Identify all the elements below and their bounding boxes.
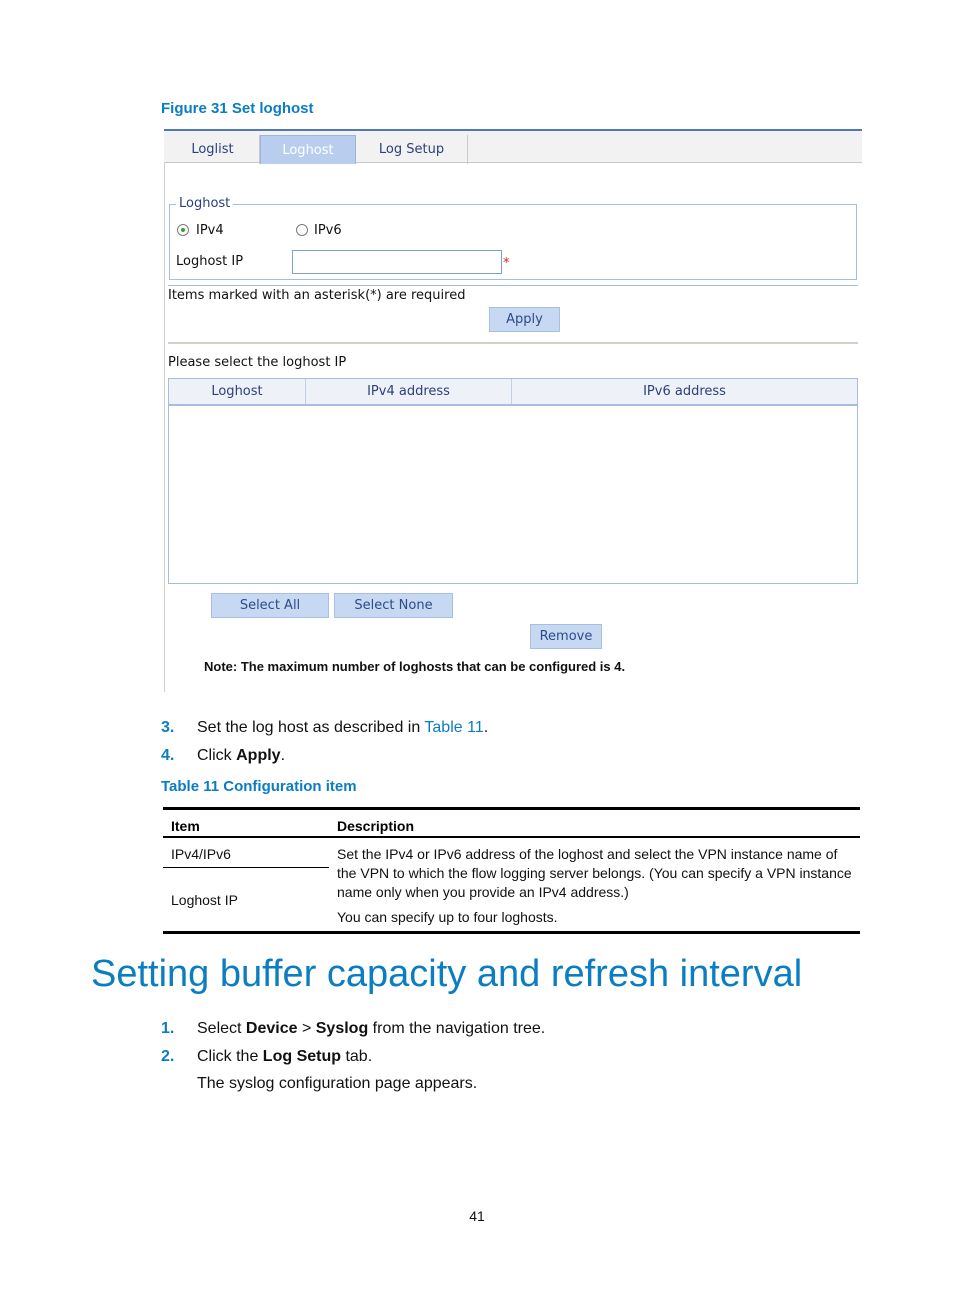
- divider: [168, 285, 858, 286]
- figure-caption: Figure 31 Set loghost: [161, 100, 314, 117]
- syslog-emphasis: Syslog: [315, 1020, 369, 1037]
- loghost-ip-label: Loghost IP: [176, 254, 244, 269]
- item-loghost-ip: Loghost IP: [171, 892, 238, 908]
- loghost-ip-input[interactable]: [292, 250, 502, 274]
- apply-emphasis: Apply: [236, 747, 281, 764]
- step-text-end: .: [280, 747, 286, 764]
- divider: [168, 342, 858, 344]
- description-note: You can specify up to four loghosts.: [337, 909, 558, 925]
- header-rule: [163, 836, 860, 838]
- table-caption: Table 11 Configuration item: [161, 778, 357, 795]
- step-text-end: from the navigation tree.: [368, 1020, 546, 1037]
- table-bottom-rule: [163, 931, 860, 934]
- step-text-end: .: [483, 719, 489, 736]
- column-ipv6-address: IPv6 address: [643, 384, 726, 399]
- step-text: Set the log host as described in: [197, 719, 425, 736]
- log-setup-emphasis: Log Setup: [262, 1048, 342, 1065]
- ipv4-label: IPv4: [196, 223, 224, 238]
- left-border: [164, 162, 165, 692]
- table-top-rule: [163, 807, 860, 810]
- select-prompt: Please select the loghost IP: [168, 355, 347, 370]
- loghost-table: [168, 378, 858, 584]
- header-description: Description: [337, 818, 415, 834]
- step-separator: >: [297, 1020, 316, 1037]
- loghost-screenshot: [164, 129, 862, 692]
- required-note: Items marked with an asterisk(*) are required: [168, 288, 466, 303]
- device-emphasis: Device: [245, 1020, 298, 1037]
- select-none-button[interactable]: Select None: [334, 593, 453, 618]
- ipv6-label: IPv6: [314, 223, 342, 238]
- apply-button[interactable]: Apply: [489, 307, 560, 332]
- step-text: Select: [197, 1020, 246, 1037]
- page-number: 41: [469, 1208, 485, 1224]
- step-text: Click: [197, 747, 237, 764]
- step-number: 1.: [161, 1020, 175, 1037]
- item-ipv4-ipv6: IPv4/IPv6: [171, 846, 231, 862]
- step-1: [161, 1020, 546, 1038]
- ipv6-radio[interactable]: [296, 224, 308, 236]
- remove-button[interactable]: Remove: [530, 624, 602, 649]
- description-text: Set the IPv4 or IPv6 address of the loghost and select the VPN instance name of the VPN to which the flow logging server belongs. (You can specify a VPN instance name only when you provide an IPv4 address.): [337, 846, 852, 900]
- max-loghost-note: Note: The maximum number of loghosts that can be configured is 4.: [204, 659, 626, 674]
- step-number: 3.: [161, 719, 175, 736]
- header-item: Item: [171, 818, 200, 834]
- fieldset-legend: Loghost: [176, 196, 233, 211]
- step-3: [161, 719, 489, 737]
- step-2-result: The syslog configuration page appears.: [197, 1075, 478, 1092]
- step-number: 4.: [161, 747, 175, 764]
- step-4: [161, 747, 286, 765]
- column-loghost: Loghost: [169, 379, 306, 404]
- ipv4-radio[interactable]: [177, 224, 189, 236]
- section-heading: Setting buffer capacity and refresh interval: [91, 953, 803, 995]
- row-rule: [163, 867, 329, 868]
- tab-loglist[interactable]: Loglist: [166, 135, 260, 164]
- required-star: *: [503, 256, 510, 271]
- step-number: 2.: [161, 1048, 175, 1065]
- step-text-end: tab.: [341, 1048, 373, 1065]
- step-text: Click the: [197, 1048, 263, 1065]
- tab-bar: [164, 131, 862, 163]
- step-2: [161, 1048, 373, 1066]
- select-all-button[interactable]: Select All: [211, 593, 329, 618]
- column-ipv4-address: IPv4 address: [306, 379, 512, 404]
- table-11-link[interactable]: Table 11: [424, 719, 484, 736]
- table-header: [169, 379, 857, 406]
- tab-loghost[interactable]: Loghost: [260, 135, 356, 164]
- loghost-fieldset: [169, 204, 857, 280]
- tab-log-setup[interactable]: Log Setup: [356, 135, 468, 164]
